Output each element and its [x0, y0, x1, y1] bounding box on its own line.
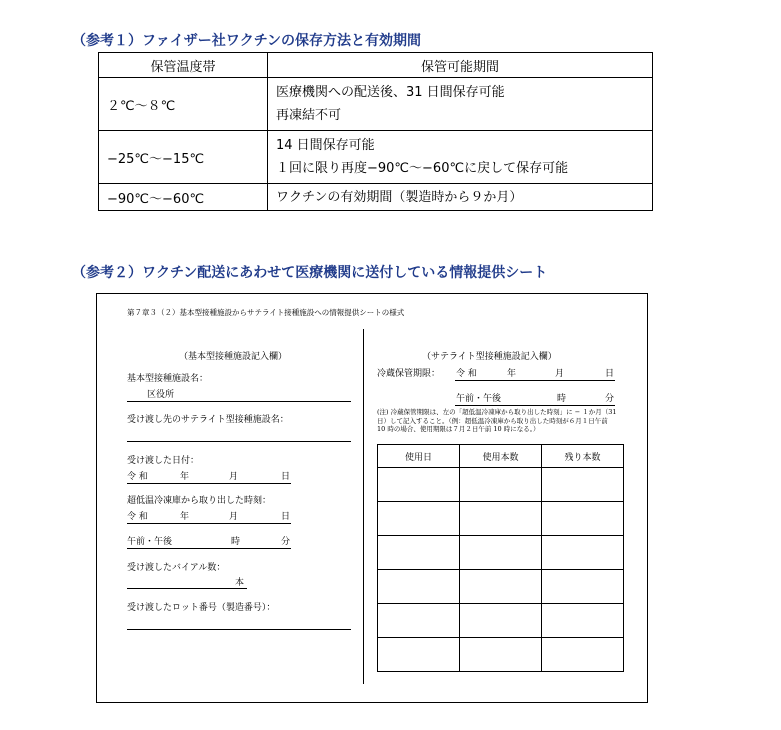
period-line: １回に限り再度−90℃～−60℃に戻して保存可能	[276, 161, 569, 176]
usage-count-cell[interactable]	[460, 536, 542, 570]
table-row	[378, 502, 624, 536]
reference-2-title: （参考２）ワクチン配送にあわせて医療機関に送付している情報提供シート	[72, 265, 548, 281]
usage-count-cell[interactable]	[460, 604, 542, 638]
deadline-label: 冷蔵保管期限：	[377, 369, 441, 379]
period-line: ワクチンの有効期間（製造時から９か月）	[276, 189, 523, 205]
temperature-cell: −25℃～−15℃	[99, 131, 268, 184]
reference-1-title: （参考１）ファイザー社ワクチンの保存方法と有効期間	[72, 33, 422, 49]
period-line: 14 日間保存可能	[276, 138, 375, 153]
deadline-year: 年	[507, 369, 517, 379]
table-row	[378, 604, 624, 638]
removed-year: 年	[180, 512, 190, 522]
usage-count-cell[interactable]	[460, 638, 542, 672]
deadline-era: 令 和	[456, 369, 477, 379]
header-temperature: 保管温度帯	[99, 53, 268, 78]
remaining-cell[interactable]	[542, 638, 624, 672]
period-cell	[268, 184, 653, 211]
header-period: 保管可能期間	[268, 53, 653, 78]
storage-table	[98, 52, 653, 211]
temperature-cell: −90℃～−60℃	[99, 184, 268, 211]
table-row	[378, 468, 624, 502]
date-era: 令 和	[127, 472, 148, 482]
deadline-date-underline	[455, 380, 615, 381]
remaining-cell[interactable]	[542, 604, 624, 638]
remaining-cell[interactable]	[542, 468, 624, 502]
removed-time-label: 超低温冷凍庫から取り出した時刻：	[127, 496, 272, 506]
usage-count-cell[interactable]	[460, 468, 542, 502]
usage-table-header	[378, 445, 624, 468]
usage-date-cell[interactable]	[378, 502, 460, 536]
usage-date-cell[interactable]	[378, 570, 460, 604]
vials-unit: 本	[235, 578, 245, 588]
deadline-note: (注) 冷蔵保管期限は、左の「超低温冷凍庫から取り出した時刻」に − １か月（31日）して記入すること。（例：超低温冷凍庫から取り出した時刻が６月１日午前 10 時の場合、使用期限は７月２日午前 10 時になる。）	[377, 408, 617, 433]
recipient-label: 受け渡し先のサテライト型接種施設名：	[127, 415, 289, 425]
period-cell	[268, 78, 653, 131]
table-row	[99, 78, 653, 131]
deadline-month: 月	[555, 369, 565, 379]
header-remaining: 残り本数	[542, 445, 624, 468]
facility-value: 区役所	[147, 390, 175, 400]
removed-month: 月	[229, 512, 239, 522]
usage-date-cell[interactable]	[378, 638, 460, 672]
table-row	[99, 184, 653, 211]
storage-table-header	[99, 53, 653, 78]
header-use-count: 使用本数	[460, 445, 542, 468]
date-day: 日	[281, 472, 291, 482]
recipient-underline	[127, 441, 351, 442]
removed-hour: 時	[231, 537, 241, 547]
date-year: 年	[180, 472, 190, 482]
deadline-hour: 時	[557, 394, 567, 404]
removed-era: 令 和	[127, 512, 148, 522]
information-sheet	[96, 293, 648, 703]
deadline-day: 日	[605, 369, 615, 379]
table-row	[378, 638, 624, 672]
lot-label: 受け渡したロット番号（製造番号）：	[127, 603, 276, 613]
usage-date-cell[interactable]	[378, 604, 460, 638]
removed-minute: 分	[281, 537, 291, 547]
usage-count-cell[interactable]	[460, 570, 542, 604]
date-underline	[127, 483, 291, 484]
removed-day: 日	[281, 512, 291, 522]
right-heading: （サテライト型接種施設記入欄）	[422, 352, 557, 362]
sheet-caption: 第７章３（２）基本型接種施設からサテライト接種施設への情報提供シートの様式	[127, 308, 405, 317]
removed-time-underline	[127, 548, 291, 549]
deadline-time-underline	[455, 405, 615, 406]
removed-ampm: 午前・午後	[127, 537, 173, 547]
table-row	[378, 536, 624, 570]
usage-date-cell[interactable]	[378, 536, 460, 570]
usage-table	[377, 444, 624, 672]
period-line: 医療機関への配送後、31 日間保存可能	[276, 85, 505, 100]
period-line: 再凍結不可	[276, 108, 342, 123]
table-row	[378, 570, 624, 604]
deadline-ampm: 午前・午後	[456, 394, 502, 404]
removed-date-underline	[127, 523, 291, 524]
facility-label: 基本型接種施設名：	[127, 374, 209, 384]
vials-label: 受け渡したバイアル数：	[127, 563, 226, 573]
usage-date-cell[interactable]	[378, 468, 460, 502]
remaining-cell[interactable]	[542, 502, 624, 536]
usage-count-cell[interactable]	[460, 502, 542, 536]
deadline-minute: 分	[605, 394, 615, 404]
temperature-cell: ２℃～８℃	[99, 78, 268, 131]
table-row	[99, 131, 653, 184]
remaining-cell[interactable]	[542, 536, 624, 570]
remaining-cell[interactable]	[542, 570, 624, 604]
date-month: 月	[229, 472, 239, 482]
left-heading: （基本型接種施設記入欄）	[179, 352, 288, 362]
period-cell	[268, 131, 653, 184]
vials-underline	[127, 588, 247, 589]
facility-underline	[127, 401, 351, 402]
column-divider	[363, 329, 364, 684]
header-use-date: 使用日	[378, 445, 460, 468]
lot-underline	[127, 629, 351, 630]
date-label: 受け渡した日付：	[127, 456, 200, 466]
